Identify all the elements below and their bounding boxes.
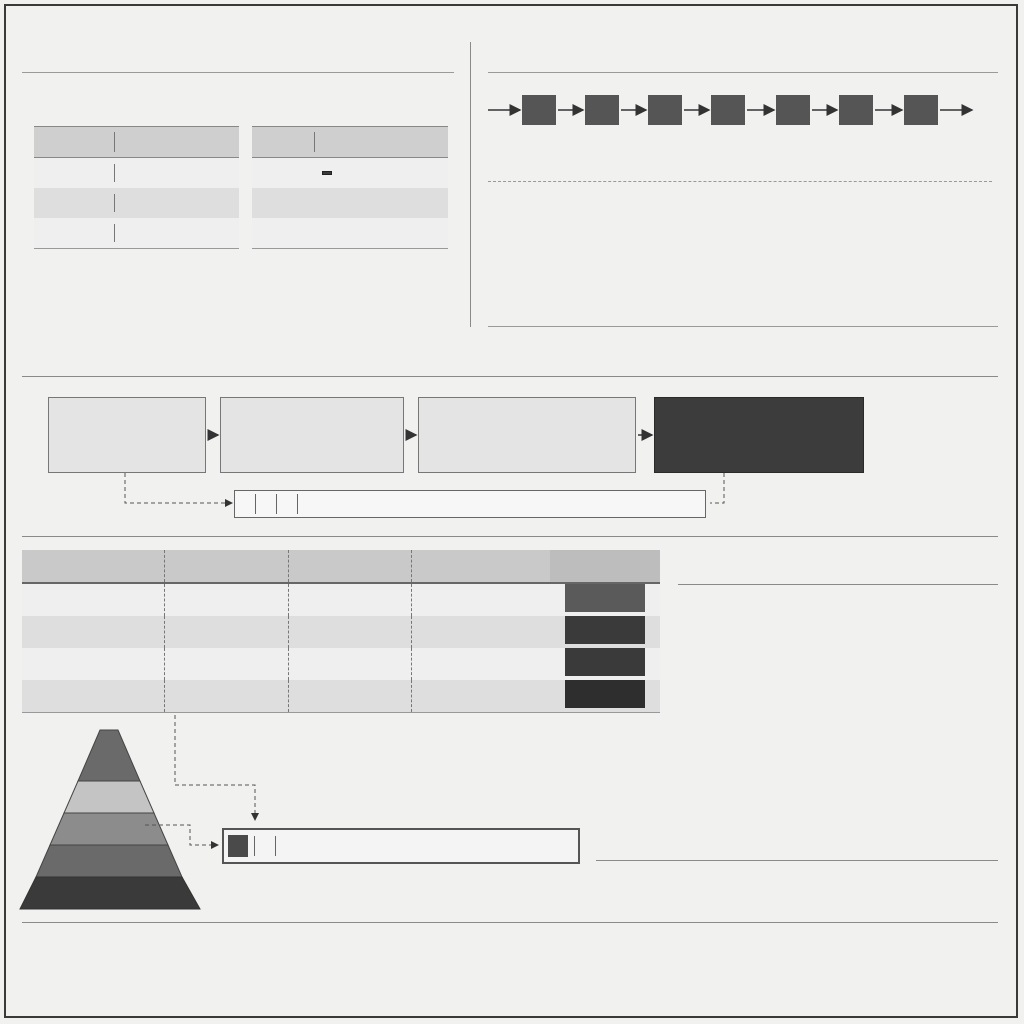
ops-cell	[22, 616, 165, 648]
event-box-adds	[585, 95, 619, 125]
handle-layout-bar	[234, 490, 706, 518]
l3-row	[252, 188, 448, 218]
ops-cell	[412, 680, 551, 713]
l2-row	[34, 158, 239, 188]
ops-cell	[288, 583, 412, 616]
composition-arrows	[200, 420, 670, 450]
ops-cell	[165, 680, 288, 713]
ops-cell	[165, 616, 288, 648]
price-levels-box	[48, 397, 206, 473]
event-box-exec-price	[711, 95, 745, 125]
ops-row	[22, 680, 660, 713]
ops-cell	[165, 648, 288, 680]
ops-header	[288, 550, 412, 583]
event-box-cancel	[776, 95, 810, 125]
ops-cell	[412, 648, 551, 680]
pyramid-handle-bar	[222, 828, 580, 864]
ops-cell	[412, 616, 551, 648]
l3-orders	[322, 171, 332, 175]
ops-row	[22, 616, 660, 648]
ops-cell	[165, 583, 288, 616]
event-box-add	[522, 95, 556, 125]
l3-row	[252, 158, 448, 188]
l3-table	[252, 126, 448, 249]
ops-cell	[412, 583, 551, 616]
ops-cell	[288, 616, 412, 648]
hot-cache-box	[654, 397, 864, 473]
ops-cell	[288, 648, 412, 680]
ops-row	[22, 648, 660, 680]
l2-row	[34, 218, 239, 249]
cancel-latency-curve-chart	[660, 592, 1016, 854]
l3-row	[252, 218, 448, 249]
ops-header	[412, 550, 551, 583]
handle-field	[228, 835, 248, 857]
hot-cache-cell	[565, 648, 645, 676]
event-frequency-bar-chart	[530, 205, 1000, 325]
complexity-table	[22, 550, 660, 713]
ops-header	[22, 550, 165, 583]
event-box-replace	[904, 95, 938, 125]
ops-cell	[288, 680, 412, 713]
l2-row	[34, 188, 239, 218]
ops-cell	[22, 583, 165, 616]
hot-cache-cell	[565, 616, 645, 644]
event-box-delete	[839, 95, 873, 125]
ops-cell	[22, 680, 165, 713]
ops-header	[550, 550, 660, 583]
hot-cache-cell	[565, 584, 645, 612]
hot-cache-cell	[565, 680, 645, 708]
ops-cell	[22, 648, 165, 680]
ops-header	[165, 550, 288, 583]
event-box-execute	[648, 95, 682, 125]
ops-row	[22, 583, 660, 616]
l2-table	[34, 126, 239, 249]
